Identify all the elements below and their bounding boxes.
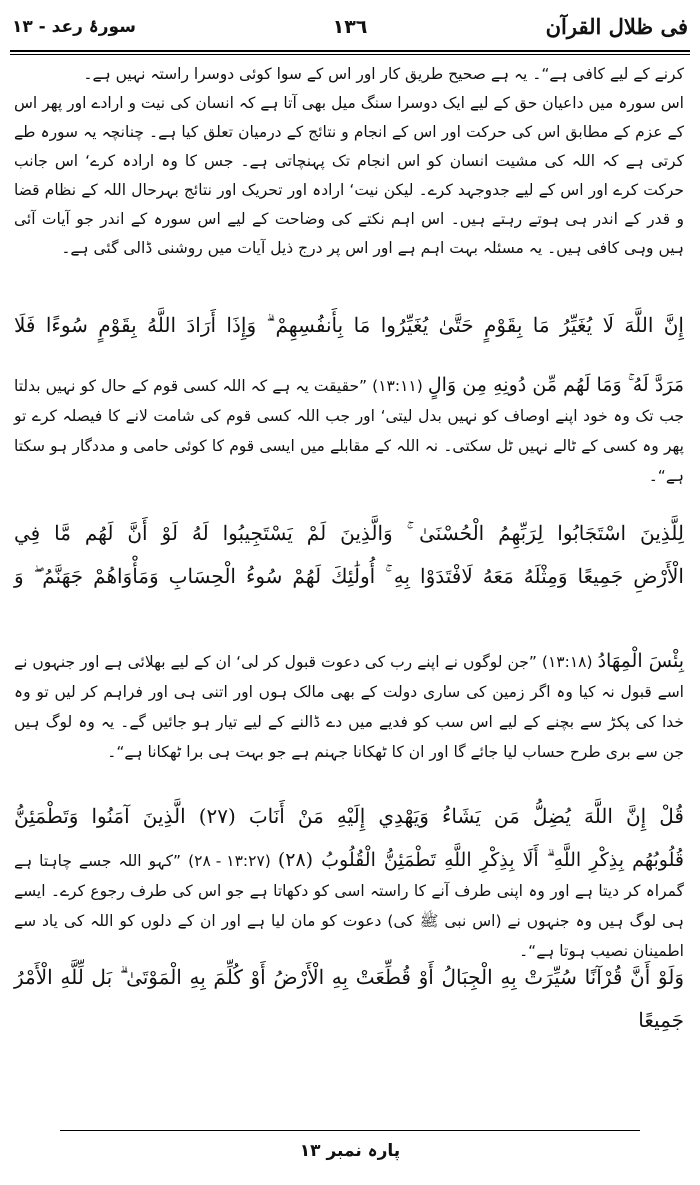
quote2-arabic-line-2: الْأَرْضِ جَمِيعًا وَمِثْلَهُ مَعَهُ لَافْتَدَوْا بِهِ ۚ أُولَٰئِكَ لَهُمْ سُوءُ الْحِسَابِ وَمَأْوَاهُمْ جَهَنَّمُ ۖ وَ — [14, 564, 684, 588]
header-rule — [10, 50, 690, 52]
quote-1-translation-block — [14, 370, 684, 491]
surah-label: سورۂ رعد - ١٣ — [12, 17, 136, 37]
page-number: ١٣٦ — [332, 16, 368, 38]
para-label: پارہ نمبر ١٣ — [299, 1141, 401, 1161]
header-rule-thin — [10, 54, 690, 55]
book-title: فی ظلال القرآن — [545, 14, 688, 39]
quote2-arabic-line-3: بِئْسَ الْمِهَادُ — [597, 650, 684, 672]
quran-quote-3 — [14, 795, 684, 838]
quote2-translation: ”جن لوگوں نے اپنے رب کی دعوت قبول کر لی‘ ان کے لیے بھلائی ہے اور جنہوں نے اسے قبول نہ کیا وہ اگر زمین کی ساری دولت کے بھی مالک ہوں اور اتنی ہی اور فراہم کر لیں تو وہ خدا کی پکڑ سے بچنے کے لیے اس سب کو فدیے میں دے ڈالنے کے لیے تیار ہو جائیں گے۔ یہ وہ لوگ ہیں جن سے بری طرح حساب لیا جائے گا اور ان کا ٹھکانا جہنم ہے جو بہت ہی برا ٹھکانا ہے“۔ — [14, 653, 684, 761]
quran-quote-1 — [14, 304, 684, 347]
footer-rule — [60, 1130, 640, 1131]
quote1-arabic-line-1: إِنَّ اللَّهَ لَا يُغَيِّرُ مَا بِقَوْمٍ حَتَّىٰ يُغَيِّرُوا مَا بِأَنفُسِهِمْ ۗ وَإِذَا أَرَادَ اللَّهُ بِقَوْمٍ سُوءًا فَلَا — [14, 313, 684, 337]
page-header — [12, 14, 688, 48]
quote-3-translation-block — [14, 845, 684, 966]
quote-2-translation-block — [14, 646, 684, 767]
quote1-translation: ”حقیقت یہ ہے کہ اللہ کسی قوم کے حال کو نہیں بدلتا جب تک وہ خود اپنے اوصاف کو نہیں بدل لیتی‘ اور جب اللہ کسی قوم کی شامت لانے کا فیصلہ کرے تو پھر وہ کسی کے ٹالے نہیں ٹل سکتی۔ نہ اللہ کے مقابلے میں ایسی قوم کا کوئی حامی و مددگار ہو سکتا ہے“۔ — [14, 377, 684, 485]
intro-paragraph-2: اس سورہ میں داعیان حق کے لیے ایک دوسرا سنگ میل بھی آتا ہے کہ انسان کی نیت و ارادے اور پھر اس کے عزم کے مطابق اس کی حرکت اور اس کے انجام و نتائج کے درمیان تعلق کیا ہے۔ چنانچہ یہ سورہ طے کرتی ہے کہ اللہ کی مشیت انسان کو اس انجام تک پہنچاتی ہے۔ جس کا وہ ارادہ کرے‘ اس جانب حرکت کرے اور اس کے لیے جدوجہد کرے۔ لیکن نیت‘ ارادہ اور تحریک اور نتائج بہرحال اللہ کے نظام قضا و قدر کے اندر ہی ہوتے رہتے ہیں۔ اس اہم نکتے کی وضاحت کے لیے اس سورہ کے اندر جو آیات آئی ہیں وہی کافی ہیں۔ یہ مسئلہ بہت اہم ہے اور اس پر درج ذیل آیات میں روشنی ڈالی گئی ہے۔ — [14, 94, 684, 257]
quote1-reference: (١٣:١١) — [372, 377, 423, 395]
quote2-reference: (١٣:١٨) — [541, 653, 593, 671]
quote2-arabic-line-1: لِلَّذِينَ اسْتَجَابُوا لِرَبِّهِمُ الْحُسْنَىٰ ۚ وَالَّذِينَ لَمْ يَسْتَجِيبُوا لَهُ لَوْ أَنَّ لَهُم مَّا فِي — [14, 521, 684, 545]
quran-quote-4 — [14, 956, 684, 1042]
quote3-arabic-line-1: قُلْ إِنَّ اللَّهَ يُضِلُّ مَن يَشَاءُ وَيَهْدِي إِلَيْهِ مَنْ أَنَابَ (٢٧) الَّذِينَ آمَنُوا وَتَطْمَئِنُّ — [14, 804, 684, 828]
quote3-reference: (١٣:٢٧ - ٢٨) — [188, 852, 271, 870]
intro-section — [14, 60, 684, 263]
quran-quote-2 — [14, 512, 684, 598]
quote4-arabic-line-1: وَلَوْ أَنَّ قُرْآنًا سُيِّرَتْ بِهِ الْجِبَالُ أَوْ قُطِّعَتْ بِهِ الْأَرْضُ أَوْ كُلِّمَ بِهِ الْمَوْتَىٰ ۗ بَل لِّلَّهِ الْأَمْرُ جَمِيعًا — [14, 965, 684, 1032]
intro-paragraph-1: کرنے کے لیے کافی ہے“۔ یہ ہے صحیح طریق کار اور اس کے سوا کوئی دوسرا راستہ نہیں ہے۔ — [83, 65, 684, 83]
quote1-arabic-line-2: مَرَدَّ لَهُ ۚ وَمَا لَهُم مِّن دُونِهِ مِن وَالٍ — [427, 374, 684, 396]
quote3-arabic-line-2: قُلُوبُهُم بِذِكْرِ اللَّهِ ۗ أَلَا بِذِكْرِ اللَّهِ تَطْمَئِنُّ الْقُلُوبُ (٢٨) — [277, 849, 684, 871]
quote3-translation: ”کہو اللہ جسے چاہتا ہے گمراہ کر دیتا ہے اور وہ اپنی طرف آنے کا راستہ اسی کو دکھاتا ہے جو اس کی طرف رجوع کرے۔ ایسے ہی لوگ ہیں وہ جنہوں نے (اس نبی ﷺ کی) دعوت کو مان لیا ہے اور ان کے دلوں کو اللہ کی یاد سے اطمینان نصیب ہوتا ہے“۔ — [14, 852, 684, 960]
